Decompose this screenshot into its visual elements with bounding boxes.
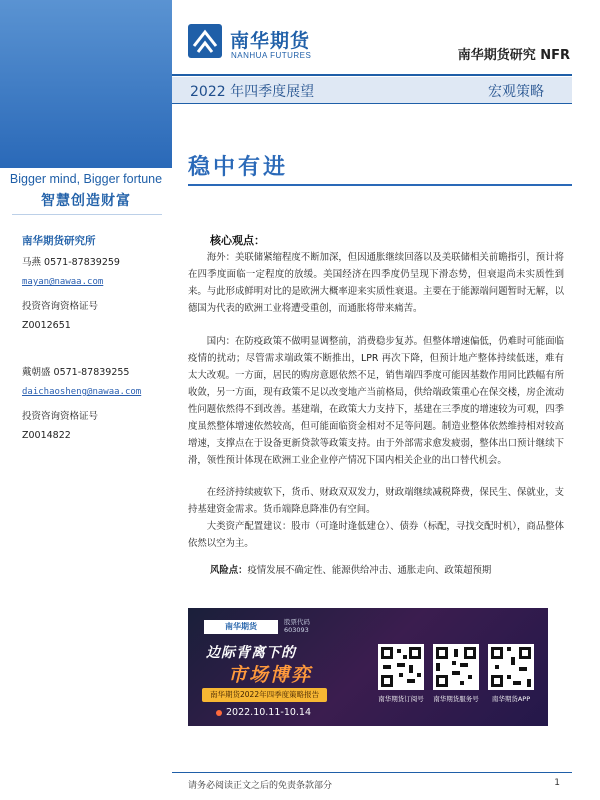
footer-disclaimer: 请务必阅读正文之后的免责条款部分 <box>188 781 333 791</box>
risk-label: 风险点： <box>210 565 248 576</box>
cert-label: 投资咨询资格证号 <box>22 411 99 422</box>
header-rule-bottom <box>172 103 572 104</box>
cert-number: Z0012651 <box>22 320 71 331</box>
analyst-name-phone: 戴朝盛 0571-87839255 <box>22 367 130 378</box>
cert-label: 投资咨询资格证号 <box>22 301 99 312</box>
qr-label: 南华期货服务号 <box>433 695 479 703</box>
qr-label: 南华期货订阅号 <box>378 695 424 703</box>
promo-banner[interactable] <box>188 608 548 726</box>
cert-number: Z0014822 <box>22 430 71 441</box>
institute-name: 南华期货研究所 <box>22 235 96 247</box>
qr-label: 南华期货APP <box>491 695 531 703</box>
banner-title-line1: 边际背离下的 <box>206 645 296 661</box>
analyst-name-phone: 马燕 0571-87839259 <box>22 257 120 268</box>
sidebar-divider <box>12 214 162 215</box>
paragraph-policy: 在经济持续疲软下，货币、财政双双发力，财政端继续减税降费，保民生、保就业，支持基建资金需求。货币端降息降准仍有空间。 <box>188 487 564 515</box>
report-category: 宏观策略 <box>488 84 544 100</box>
banner-title-line2: 市场博弈 <box>228 664 313 686</box>
stock-code-value: 603093 <box>284 626 309 634</box>
qr-code-icon[interactable] <box>433 644 479 690</box>
logo-text-en: NANHUA FUTURES <box>231 51 312 60</box>
qr-code-icon[interactable] <box>378 644 424 690</box>
title-underline <box>188 184 572 186</box>
report-type: 2022 年四季度展望 <box>190 84 315 100</box>
page-title: 稳中有进 <box>188 155 289 180</box>
slogan-en: Bigger mind, Bigger fortune <box>9 172 163 186</box>
report-info-bar <box>172 77 572 103</box>
page-number: 1 <box>554 778 560 788</box>
risk-text: 疫情发展不确定性、能源供给冲击、通胀走向、政策超预期 <box>247 565 492 576</box>
department-label: 南华期货研究 NFR <box>457 48 570 63</box>
paragraph-allocation: 大类资产配置建议：股市（可逢时逢低建仓）、债券（标配，寻找交配时机），商品整体依然以空为主。 <box>188 521 564 549</box>
analyst-email[interactable] <box>22 276 103 287</box>
banner-event-badge: 南华期货2022年四季度策略报告 <box>202 688 327 702</box>
paragraph-overseas: 海外：美联储紧缩程度不断加深，但因通胀继续回落以及美联储相关前瞻指引，预计将在四季度面临一定程度的放缓。美国经济在四季度仍呈现下滑态势，但衰退尚未实质性到来。与此形成鲜明对比的是欧洲大概率迎来实质性衰退。主要在于能源端问题暂时无解，以德国为代表的欧洲工业将遭受重创，而通胀将带来痛苦。 <box>188 252 564 314</box>
footer-rule <box>172 772 572 773</box>
play-dot-icon <box>216 710 222 716</box>
banner-date <box>216 707 311 718</box>
stock-code <box>284 618 310 634</box>
key-points-heading: 核心观点： <box>210 234 265 247</box>
sidebar-photo-band <box>0 0 172 168</box>
slogan-cn: 智慧创造财富 <box>41 193 131 209</box>
banner-logo: 南华期货 <box>204 620 278 634</box>
sidebar <box>0 0 172 800</box>
email-link[interactable]: daichaosheng@nawaa.com <box>22 387 142 397</box>
risk-points <box>210 562 491 576</box>
stock-code-label: 股票代码 <box>284 618 310 626</box>
logo-mark-icon <box>188 24 222 58</box>
email-link[interactable]: mayan@nawaa.com <box>22 277 104 287</box>
logo-text-cn: 南华期货 <box>230 30 311 52</box>
paragraph-domestic: 国内：在防疫政策不做明显调整前，消费稳步复苏。但整体增速偏低，仍难时可能面临疫情的扰动；尽管需求端政策不断推出，LPR 再次下降，但预计地产整体持续低迷，难有太大改观。一方面，居民的购房意愿依然不足，销售端四季度可能因基数作用同比跌幅有所收敛，另一方面，现有政策不足以改变地产当前格局，供给端政策重心在保交楼，房企流动性问题依然得不到改善。基建端，在政策大力支持下，基建在三季度的增速较为可观，四季度虽然整体增速依然较高，但可能面临资金相对不足等问题。制造业整体依然维持相对较高增速，支撑点在于设备更新贷款等政策支持。由于外部需求愈发疲弱，整体出口预计继续下滑，领性预计体现在欧洲工业企业停产情况下国内相关企业的出口替代机会。 <box>188 336 564 466</box>
analyst-email[interactable] <box>22 386 141 397</box>
qr-code-icon[interactable] <box>488 644 534 690</box>
banner-date-text: 2022.10.11-10.14 <box>226 707 312 718</box>
header-rule-top <box>172 74 572 76</box>
